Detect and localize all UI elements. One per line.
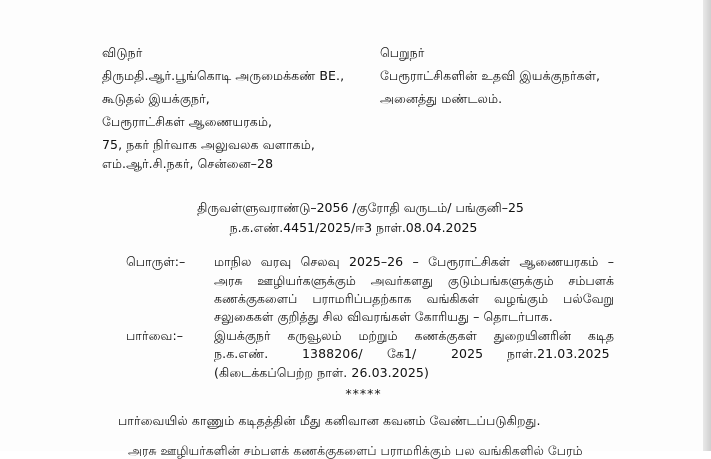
date-line: திருவள்ளுவராண்டு–2056 /குரோதி வருடம்/ பங்குனி–25 bbox=[197, 200, 524, 215]
reference-letter-no: 1388206/ bbox=[302, 346, 363, 361]
to-line-recipients: பேரூராட்சிகளின் உதவி இயக்குநர்கள், bbox=[380, 68, 601, 83]
ref-number-line: ந.க.எண்.4451/2025/ஈ3 நாள்.08.04.2025 bbox=[229, 220, 478, 235]
subject-line-3: கணக்குகளைப் பராமரிப்பதற்காக வங்கிகள் வழங்கும் பல்வேறு bbox=[214, 291, 614, 306]
separator-stars: ***** bbox=[345, 386, 382, 401]
from-line-office: பேரூராட்சிகள் ஆணையரகம், bbox=[102, 114, 273, 129]
subject-line-4: சலுகைகள் குறித்து சில விவரங்கள் கோரியது – தொடர்பாக. bbox=[214, 309, 553, 324]
from-line-city: எம்.ஆர்.சி.நகர், சென்னை–28 bbox=[102, 156, 274, 171]
body-paragraph-cut-off: அரசு ஊழியர்களின் சம்பளக் கணக்குகளைப் பராமரிக்கும் பல வங்கிகளில் பேரம் bbox=[128, 443, 583, 458]
reference-section: கே1/ bbox=[387, 346, 417, 361]
reference-year: 2025 bbox=[451, 346, 484, 361]
from-heading: விடுநர் bbox=[102, 45, 143, 60]
subject-line-1: மாநில வரவு செலவு 2025–26 – பேரூராட்சிகள் ஆணையரகம் – bbox=[214, 254, 614, 269]
to-line-zones: அனைத்து மண்டலம். bbox=[380, 91, 503, 106]
from-line-address: 75, நகர் நிர்வாக அலுவலக வளாகம், bbox=[102, 137, 315, 152]
reference-ref-no: ந.க.எண். bbox=[214, 346, 269, 361]
body-paragraph: பார்வையில் காணும் கடிதத்தின் மீது கனிவான கவனம் வேண்டப்படுகிறது. bbox=[118, 413, 541, 428]
subject-label: பொருள்:– bbox=[126, 254, 186, 269]
page-edge-shadow bbox=[703, 0, 711, 451]
from-line-name: திருமதி.ஆர்.பூங்கொடி அருமைக்கண் BE., bbox=[102, 68, 345, 83]
reference-date: நாள்.21.03.2025 bbox=[507, 346, 610, 361]
reference-received-date: (கிடைக்கப்பெற்ற நாள். 26.03.2025) bbox=[214, 365, 429, 380]
to-heading: பெறுநர் bbox=[380, 45, 425, 60]
reference-label: பார்வை:– bbox=[126, 328, 184, 343]
from-line-designation: கூடுதல் இயக்குநர், bbox=[102, 91, 210, 106]
reference-line-1: இயக்குநர் கருவூலம் மற்றும் கணக்குகள் துறையினரின் கடித bbox=[214, 328, 614, 343]
subject-line-2: அரசு ஊழியர்களுக்கும் அவர்களது குடும்பங்களுக்கும் சம்பளக் bbox=[214, 273, 614, 288]
